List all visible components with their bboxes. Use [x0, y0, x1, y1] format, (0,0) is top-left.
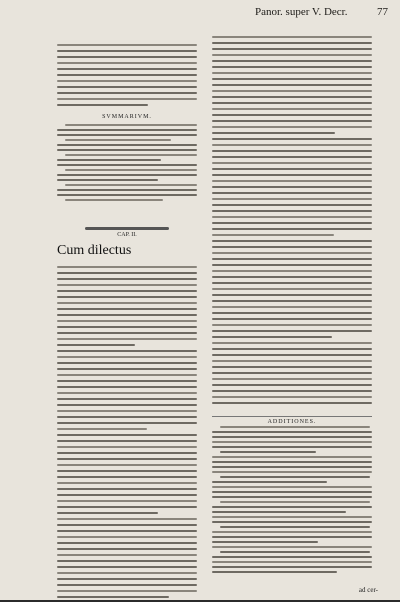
text-line [212, 222, 372, 224]
running-title: Panor. super V. Decr. [255, 6, 348, 18]
text-line [220, 526, 370, 528]
text-line [57, 80, 197, 82]
text-line [57, 584, 197, 586]
text-line [57, 440, 197, 442]
text-line [57, 296, 197, 298]
text-line [57, 434, 197, 436]
text-line [212, 496, 372, 498]
text-line [57, 458, 197, 460]
text-line [212, 126, 372, 128]
text-line [57, 488, 197, 490]
text-line [57, 464, 197, 466]
text-line [212, 72, 372, 74]
text-line [57, 560, 197, 562]
right-column [212, 22, 372, 582]
text-line [212, 180, 372, 182]
text-line [212, 536, 372, 538]
text-line [212, 36, 372, 38]
text-line [65, 169, 197, 171]
text-line [57, 104, 148, 106]
text-line [57, 404, 197, 406]
text-line [57, 422, 197, 424]
text-line [57, 179, 158, 181]
text-line [212, 252, 372, 254]
text-line [212, 456, 372, 458]
text-line [212, 348, 372, 350]
text-line [57, 398, 197, 400]
text-line [57, 578, 197, 580]
text-line [212, 402, 372, 404]
text-line [212, 48, 372, 50]
text-line [57, 548, 197, 550]
text-line [220, 451, 316, 453]
text-line [212, 324, 372, 326]
summary-heading: SVMMARIVM. [102, 114, 152, 120]
text-line [220, 476, 370, 478]
text-line [57, 159, 161, 161]
text-line [57, 416, 197, 418]
text-line [212, 234, 334, 236]
text-line [57, 392, 197, 394]
text-line [57, 536, 197, 538]
text-line [212, 342, 372, 344]
text-line [57, 554, 197, 556]
text-line [57, 302, 197, 304]
text-line [212, 258, 372, 260]
text-line [57, 500, 197, 502]
catchword: ad cer- [358, 586, 378, 594]
text-line [57, 524, 197, 526]
text-line [212, 521, 372, 523]
text-line [212, 384, 372, 386]
text-line [57, 174, 197, 176]
text-line [212, 132, 335, 134]
text-line [57, 284, 197, 286]
additiones-heading: ADDITIONES. [267, 419, 317, 425]
text-line [57, 596, 169, 598]
text-line [212, 566, 372, 568]
text-line [212, 318, 372, 320]
chapter-incipit: Cum dilectus [57, 243, 132, 258]
text-line [212, 372, 372, 374]
text-line [212, 531, 372, 533]
text-line [57, 470, 197, 472]
text-line [57, 410, 197, 412]
text-line [212, 150, 372, 152]
text-line [65, 199, 163, 201]
text-line [212, 511, 346, 513]
text-line [212, 54, 372, 56]
text-line [212, 294, 372, 296]
text-line [57, 476, 197, 478]
text-line [212, 506, 372, 508]
text-line [57, 290, 197, 292]
text-line [212, 84, 372, 86]
text-line [57, 368, 197, 370]
text-line [57, 74, 197, 76]
text-line [212, 108, 372, 110]
text-line [57, 482, 197, 484]
text-line [212, 246, 372, 248]
text-line [212, 186, 372, 188]
text-line [212, 42, 372, 44]
text-line [212, 162, 372, 164]
text-line [57, 530, 197, 532]
text-line [57, 62, 197, 64]
text-line [57, 344, 135, 346]
text-line [57, 428, 147, 430]
text-line [212, 210, 372, 212]
text-line [220, 551, 370, 553]
text-line [212, 546, 372, 548]
text-line [57, 380, 197, 382]
text-line [57, 134, 197, 136]
text-line [220, 501, 370, 503]
text-line [212, 431, 372, 433]
text-line [212, 561, 372, 563]
text-line [212, 228, 372, 230]
text-line [57, 542, 197, 544]
text-line [212, 390, 372, 392]
text-line [57, 326, 197, 328]
text-line [57, 86, 197, 88]
text-line [57, 386, 197, 388]
text-line [212, 204, 372, 206]
text-line [212, 264, 372, 266]
summary-block [57, 114, 197, 123]
text-line [57, 144, 197, 146]
additiones-block [212, 414, 372, 425]
text-line [57, 350, 197, 352]
text-line [57, 512, 158, 514]
text-line [212, 360, 372, 362]
text-line [212, 466, 372, 468]
text-line [212, 354, 372, 356]
text-line [212, 78, 372, 80]
text-line [212, 491, 372, 493]
text-line [212, 168, 372, 170]
ornament-divider [57, 224, 197, 232]
incipit-block [57, 244, 197, 258]
text-line [57, 194, 197, 196]
text-line [212, 378, 372, 380]
text-line [57, 572, 197, 574]
running-header [255, 6, 388, 22]
text-line [212, 270, 372, 272]
text-line [212, 240, 372, 242]
text-line [57, 452, 197, 454]
text-line [57, 494, 197, 496]
text-line [57, 374, 197, 376]
text-line [57, 272, 197, 274]
text-line [212, 516, 372, 518]
chapter-heading-block [57, 224, 197, 238]
text-line [212, 556, 372, 558]
text-line [212, 446, 372, 448]
text-line [212, 306, 372, 308]
text-line [57, 338, 197, 340]
section-rule [212, 416, 372, 417]
text-line [212, 541, 318, 543]
text-line [65, 154, 197, 156]
text-line [57, 362, 197, 364]
text-line [212, 138, 372, 140]
text-line [57, 320, 197, 322]
text-line [57, 332, 197, 334]
text-line [57, 506, 197, 508]
text-line [212, 144, 372, 146]
text-line [212, 481, 327, 483]
text-line [212, 120, 372, 122]
text-line [212, 366, 372, 368]
text-line [212, 288, 372, 290]
text-line [57, 92, 197, 94]
text-line [212, 198, 372, 200]
text-line [212, 461, 372, 463]
text-line [212, 471, 372, 473]
text-line [212, 276, 372, 278]
text-line [212, 441, 372, 443]
text-line [212, 66, 372, 68]
text-line [57, 278, 197, 280]
text-line [57, 314, 197, 316]
text-line [57, 446, 197, 448]
text-line [212, 60, 372, 62]
text-line [57, 164, 197, 166]
text-line [212, 282, 372, 284]
text-line [57, 68, 197, 70]
left-column [57, 22, 197, 582]
text-line [57, 56, 197, 58]
text-line [212, 114, 372, 116]
text-line [212, 102, 372, 104]
text-line [57, 129, 197, 131]
text-line [212, 312, 372, 314]
text-line [212, 300, 372, 302]
text-line [212, 330, 372, 332]
text-line [57, 266, 197, 268]
text-line [57, 356, 197, 358]
page-number: 77 [377, 6, 388, 18]
text-line [212, 216, 372, 218]
text-line [57, 308, 197, 310]
text-line [212, 174, 372, 176]
text-line [57, 44, 197, 46]
text-line [57, 189, 197, 191]
text-line [57, 590, 197, 592]
text-line [220, 426, 370, 428]
text-line [212, 96, 372, 98]
text-line [212, 396, 372, 398]
text-line [212, 336, 332, 338]
text-line [65, 139, 171, 141]
text-line [65, 124, 197, 126]
text-line [212, 486, 372, 488]
text-line [212, 571, 337, 573]
text-line [212, 192, 372, 194]
text-line [212, 156, 372, 158]
text-line [57, 518, 197, 520]
chapter-label: CAP. II. [117, 232, 137, 238]
text-line [212, 90, 372, 92]
text-line [65, 184, 197, 186]
text-line [57, 50, 197, 52]
text-line [212, 436, 372, 438]
text-line [57, 98, 197, 100]
text-line [57, 149, 197, 151]
text-line [57, 566, 197, 568]
